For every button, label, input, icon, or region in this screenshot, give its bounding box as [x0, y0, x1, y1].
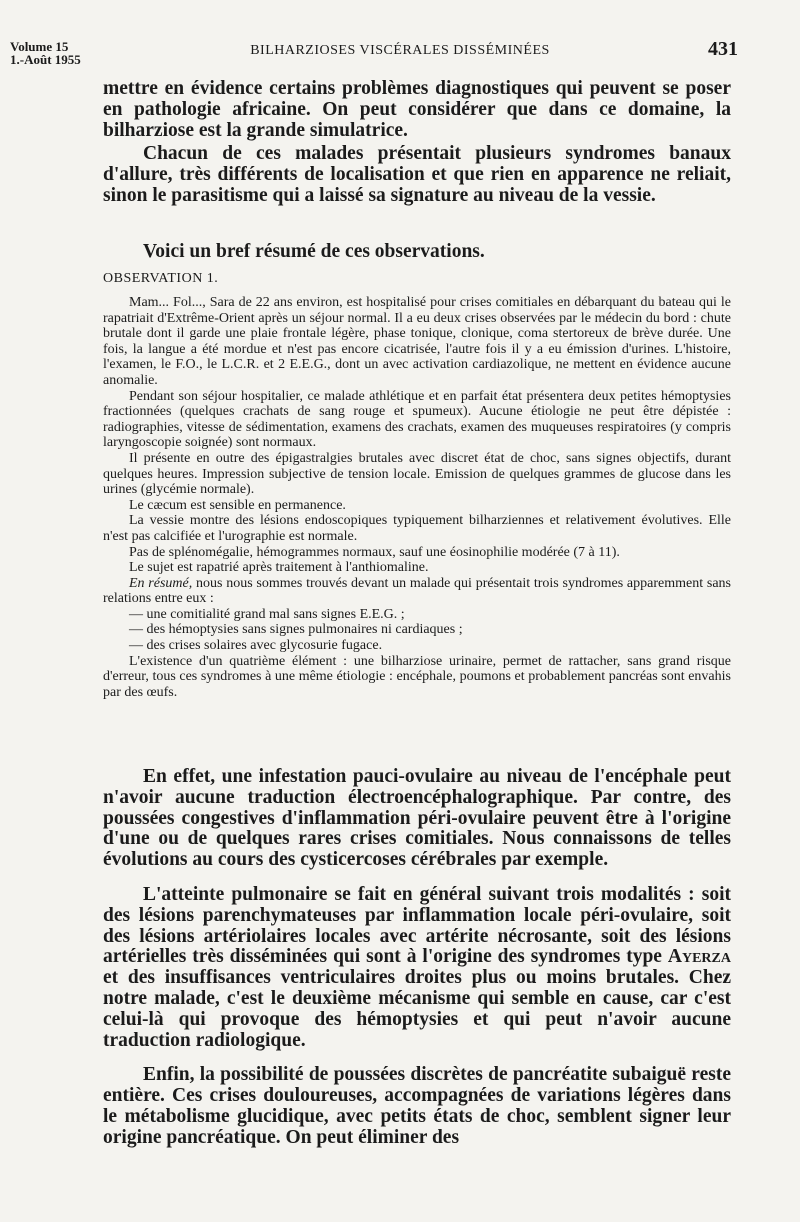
obs-paragraph: La vessie montre des lésions endoscopiques typiquement bilharziennes et relativement évolutives. Elle n'est pas calcifiée et l'urographie est normale. [103, 513, 731, 544]
obs-paragraph: Le cæcum est sensible en permanence. [129, 497, 346, 513]
obs-summary [103, 576, 731, 607]
obs-paragraph: Mam... Fol..., Sara de 22 ans environ, est hospitalisé pour crises comitiales en débarquant du bateau qui le rapatriait d'Extrême-Orient après un séjour normal. Il a eu deux crises observées par le médecin du bord : chute brutale dont il garde une plaie frontale légère, phase tonique, clonique, coma stertoreux de brève durée. Une fois, la langue a été mordue et n'est pas encore cicatrisée, l'autre fois il y a eu émission d'urines. L'histoire, l'examen, le F.O., le L.C.R. et 2 E.E.G., dont un avec activation cardiazolique, ne mettent en évidence aucune anomalie. [103, 295, 731, 388]
page-number: 431 [708, 38, 738, 60]
intro-block [103, 144, 731, 206]
discussion-block [103, 767, 731, 1149]
running-title: BILHARZIOSES VISCÉRALES DISSÉMINÉES [250, 43, 550, 58]
observation-body [103, 295, 731, 700]
discussion-paragraph-2 [103, 885, 731, 1051]
disc-p2-start: L'atteinte pulmonaire se fait en général suivant trois modalités : soit des lésions parenchymateuses par inflammation locale péri-ovulaire, soit des lésions artériolaires locales avec artérite nécrosante, soit des lésions artérielles très disséminées qui sont à l'origine des syndromes type [103, 883, 731, 968]
syndrome-item: — des hémoptysies sans signes pulmonaires ni cardiaques ; [129, 622, 463, 638]
obs-paragraph: Pas de splénomégalie, hémogrammes normaux, sauf une éosinophilie modérée (7 à 11). [129, 544, 620, 560]
discussion-paragraph-1: En effet, une infestation pauci-ovulaire au niveau de l'encéphale peut n'avoir aucune traduction électroencéphalographique. Par contre, des poussées congestives d'inflammation péri-ovulaire peuvent être à l'origine d'une ou de quelques rares crises comitiales. Nous connaissons de telles évolutions au cours des cysticercoses cérébrales par exemple. [103, 766, 731, 871]
summary-text: nous nous sommes trouvés devant un malade qui présentait trois syndromes apparemment sans relations entre eux : [103, 575, 731, 607]
summary-intro: Voici un bref résumé de ces observations. [143, 241, 485, 262]
syndrome-item: — des crises solaires avec glycosurie fugace. [129, 638, 383, 654]
disc-p2-end: et des insuffisances ventriculaires droites plus ou moins brutales. Chez notre malade, c'est le deuxième mécanisme qui semble en cause, car c'est celui-là qui provoque des hémoptysies et qui peut n'avoir aucune traduction radiologique. [103, 967, 731, 1051]
intro-paragraph-1: mettre en évidence certains problèmes diagnostiques qui peuvent se poser en pathologie africaine. On peut considérer que dans ce domaine, la bilharziose est la grande simulatrice. [103, 78, 731, 141]
syndrome-item: — une comitialité grand mal sans signes E.E.G. ; [129, 606, 405, 622]
obs-paragraph: Il présente en outre des épigastralgies brutales avec discret état de choc, sans signes objectifs, durant quelques heures. Impression subjective de tension locale. Emission de quelques grammes de glucose dans les urines (glycémie normale). [103, 450, 731, 498]
issue-date: 1.-Août 1955 [10, 52, 81, 67]
observation-title: OBSERVATION 1. [103, 271, 219, 286]
obs-conclusion: L'existence d'un quatrième élément : une bilharziose urinaire, permet de rattacher, sans grand risque d'erreur, tous ces syndromes à une même étiologie : encéphale, poumons et probablement pancréas sont envahis par des œufs. [103, 653, 731, 700]
volume-label: Volume 15 [10, 39, 69, 54]
obs-paragraph: Pendant son séjour hospitalier, ce malade athlétique et en parfait état présentera deux petites hémoptysies fractionnées (quelques crachats de sang rouge et spumeux). Aucune étiologie ne peut être dépistée : radiographies, vitesse de sédimentation, examens des crachats, examen des muqueuses respiratoires (y compris laryngoscopie soignée) sont normaux. [103, 388, 731, 451]
summary-label: En résumé, [129, 575, 193, 591]
author-name: Ayerza [667, 946, 731, 968]
intro-paragraph-2: Chacun de ces malades présentait plusieurs syndromes banaux d'allure, très différents de localisation et que rien en apparence ne reliait, sinon le parasitisme qui a laissé sa signature au niveau de la vessie. [103, 143, 731, 206]
discussion-paragraph-3: Enfin, la possibilité de poussées discrètes de pancréatite subaiguë reste entière. Ces crises douloureuses, accompagnées de variations légères dans le métabolisme glucidique, avec petits états de choc, semblent signer leur origine pancréatique. On peut éliminer des [103, 1064, 731, 1148]
obs-paragraph: Le sujet est rapatrié après traitement à l'anthiomaline. [129, 560, 429, 576]
intro-continuation [103, 79, 731, 141]
